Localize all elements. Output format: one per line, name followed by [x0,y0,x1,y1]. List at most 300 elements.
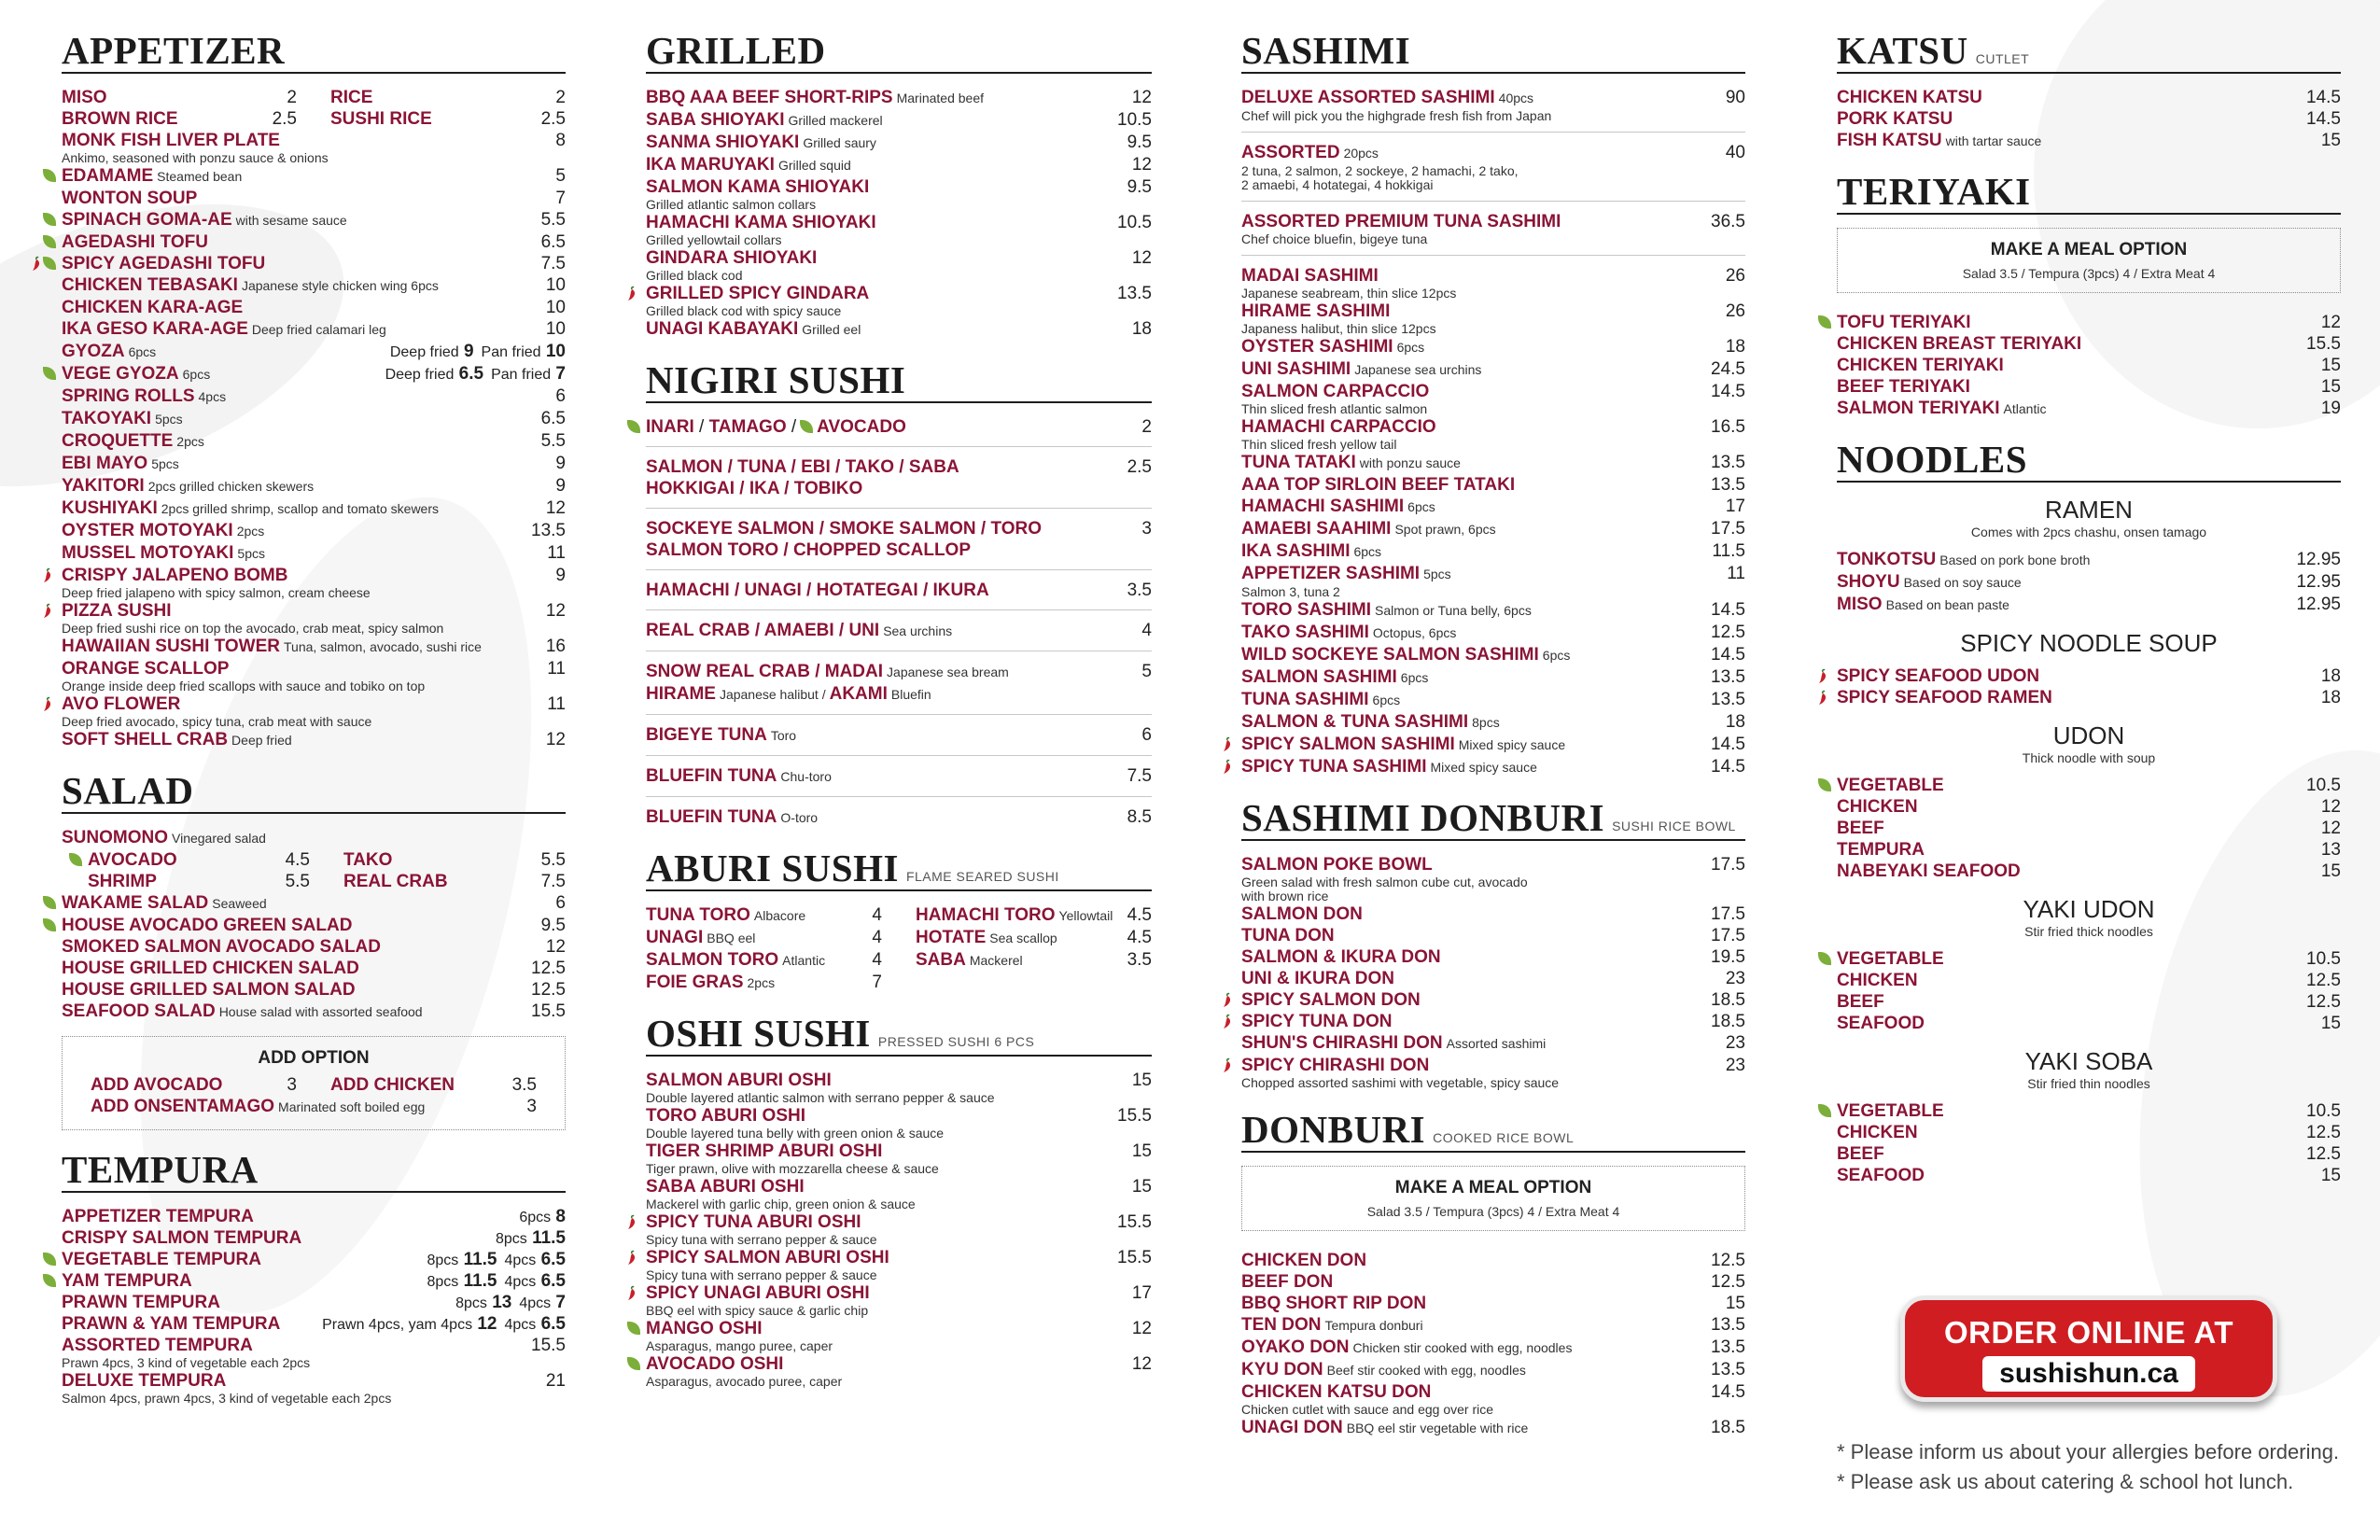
menu-item[interactable] [646,1247,1152,1282]
item-price: 12.5 [2306,1144,2341,1164]
item-price: 19 [2320,399,2341,418]
menu-item[interactable] [62,318,566,341]
item-sub: Deep fried sushi rice on top the avocado, crab meat, spicy salmon [62,621,444,636]
item-name: TIGER SHRIMP ABURI OSHI [646,1141,883,1161]
menu-item[interactable] [62,130,566,165]
menu-item[interactable] [62,408,566,430]
menu-item[interactable]: AVOCADO 4.5 [88,849,310,871]
item-desc: with sesame sauce [235,213,347,228]
sashimi-section [1241,30,1745,778]
menu-item[interactable] [62,892,566,915]
vegetarian-leaf-icon [1818,952,1831,965]
item-name: SPICY AGEDASHI TOFU [62,254,266,273]
menu-item-vege-gyoza[interactable]: VEGE GYOZA 6pcs Deep fried 6.5 Pan fried 7 [62,363,566,385]
spicy-pepper-icon [625,1250,638,1266]
menu-item[interactable] [1241,1055,1745,1090]
item-name: BBQ AAA BEEF SHORT-RIPS [646,88,893,107]
menu-item[interactable] [1837,970,2341,991]
menu-item[interactable] [916,949,1152,972]
menu-item[interactable]: INARI / TAMAGO / AVOCADO 2 [646,416,1152,438]
menu-item[interactable] [62,253,566,274]
menu-item[interactable] [62,297,566,318]
menu-item[interactable] [646,1070,1152,1105]
menu-item[interactable] [916,904,1152,927]
section-title: ABURI SUSHI [646,847,899,889]
menu-item[interactable]: BLUEFIN TUNA O-toro 8.5 [646,807,1152,827]
menu-item[interactable] [1837,861,2341,882]
item-price: 12 [2320,797,2341,817]
menu-item[interactable] [646,904,882,927]
item-name: HOUSE GRILLED CHICKEN SALAD [62,959,359,978]
section-title: OSHI SUSHI [646,1012,871,1055]
menu-item[interactable] [1837,312,2341,333]
menu-item[interactable] [1837,1100,2341,1122]
item-price: 7.5 [540,254,566,273]
spicy-pepper-icon [41,567,54,583]
item-price: 4 [872,950,882,970]
item-desc: 2pcs [747,975,776,990]
menu-item[interactable] [646,949,882,972]
menu-item[interactable]: HAMACHI / UNAGI / HOTATEGAI / IKURA 3.5 [646,581,1152,600]
section-subtitle: COOKED RICE BOWL [1433,1130,1575,1145]
item-price: 15 [2320,131,2341,150]
item-list [1241,1250,1745,1439]
menu-item[interactable] [1241,1337,1745,1359]
item-name: SALMON CARPACCIO [1241,382,1430,401]
item-name: TEMPURA [1837,840,1925,860]
menu-item[interactable] [1241,301,1745,336]
item-sub: Asparagus, avocado puree, caper [646,1374,843,1389]
menu-item[interactable]: RICE 2 [330,88,566,107]
item-desc: Based on pork bone broth [1939,553,2091,567]
item-name: CHICKEN KATSU [1837,88,1982,107]
item-price: 11 [1727,564,1745,583]
item-price: 12.95 [2296,572,2341,592]
item-name: SALMON & TUNA SASHIMI [1241,712,1469,732]
menu-item[interactable]: CRISPY SALMON TEMPURA 8pcs 11.5 [62,1228,566,1248]
item-name: EDAMAME [62,166,154,186]
menu-item[interactable] [62,600,566,636]
menu-item[interactable] [646,247,1152,283]
spicy-pepper-icon [1221,1057,1234,1073]
menu-item[interactable] [1241,563,1745,599]
menu-item[interactable] [1837,108,2341,130]
menu-item[interactable] [62,520,566,542]
menu-item[interactable] [1241,946,1745,968]
section-header [646,30,1152,74]
item-list [62,892,566,1023]
item-sub: Japaness halibut, thin slice 12pcs [1241,321,1436,336]
item-list [1837,665,2341,708]
item-name: SPRING ROLLS [62,386,195,406]
menu-item[interactable] [1837,948,2341,970]
item-price: 4.5 [1127,905,1152,925]
item-price: 9 [555,476,566,496]
item-price: 15 [1725,1294,1745,1313]
menu-item[interactable] [1241,474,1745,496]
menu-item[interactable] [1837,1143,2341,1165]
menu-item[interactable]: SNOW REAL CRAB / MADAI Japanese sea bream 5 [646,662,1152,681]
item-desc: House salad with assorted seafood [218,1004,423,1019]
item-desc: Yellowtail [1058,908,1113,923]
spicy-pepper-icon [625,1214,638,1230]
order-online-url[interactable]: sushishun.ca [1982,1356,2195,1392]
menu-item[interactable]: PRAWN & YAM TEMPURA Prawn 4pcs, yam 4pcs 12 4pcs 6.5 [62,1314,566,1334]
item-price: 12 [545,498,566,518]
menu-item[interactable] [1837,130,2341,152]
item-desc: 4pcs [198,389,227,404]
menu-item[interactable] [1241,496,1745,518]
section-header [1241,797,1745,841]
item-name: SPICY TUNA ABURI OSHI [646,1212,861,1232]
menu-item[interactable] [62,385,566,408]
menu-item[interactable] [1837,665,2341,687]
menu-item[interactable] [62,958,566,979]
menu-item[interactable] [1837,571,2341,594]
menu-item[interactable] [62,209,566,231]
item-sub: BBQ eel with spicy sauce & garlic chip [646,1303,869,1318]
item-name: SABA ABURI OSHI [646,1177,805,1197]
menu-item[interactable]: DELUXE ASSORTED SASHIMI 40pcs 90 Chef will pick you the highgrade fresh fish from Japan [1241,88,1745,123]
item-desc: Grilled eel [802,322,861,337]
item-price: 19.5 [1711,947,1745,967]
menu-item[interactable] [1241,336,1745,358]
menu-item[interactable] [1241,989,1745,1011]
item-desc: Based on soy sauce [1903,575,2022,590]
menu-item[interactable] [646,1141,1152,1176]
menu-item[interactable] [1241,599,1745,622]
menu-item[interactable]: ADD ONSENTAMAGO Marinated soft boiled egg 3 [91,1097,537,1116]
menu-item[interactable]: MISO 2 [62,88,297,107]
item-price: 9 [555,454,566,473]
menu-item[interactable]: PRAWN TEMPURA 8pcs 13 4pcs 7 [62,1293,566,1312]
item-name: WAKAME SALAD [62,893,209,913]
menu-item[interactable]: BLUEFIN TUNA Chu-toro 7.5 [646,766,1152,786]
menu-item[interactable] [1241,1314,1745,1337]
item-price: 12.5 [2306,992,2341,1012]
menu-item[interactable] [62,497,566,520]
item-desc: Salmon or Tuna belly, 6pcs [1375,603,1532,618]
item-name: SEAFOOD [1837,1014,1925,1033]
item-price: 13 [2320,840,2341,860]
menu-item[interactable] [646,176,1152,212]
menu-item[interactable] [1837,398,2341,420]
spicy-pepper-icon [41,603,54,619]
item-sub: Spicy tuna with serrano pepper & sauce [646,1232,877,1247]
item-desc: Sea scallop [989,931,1057,945]
item-price: 10 [545,319,566,339]
menu-item[interactable] [1837,991,2341,1013]
item-name: CRISPY JALAPENO BOMB [62,566,288,585]
menu-item[interactable] [1241,1011,1745,1032]
menu-item[interactable] [1241,1359,1745,1381]
menu-item[interactable] [646,132,1152,154]
column-3 [1241,30,1745,1439]
menu-item[interactable] [1241,452,1745,474]
menu-item[interactable]: VEGETABLE TEMPURA 8pcs 11.5 4pcs 6.5 [62,1249,566,1270]
menu-item[interactable] [1837,333,2341,355]
vegetarian-leaf-icon [43,918,56,931]
menu-item[interactable] [1837,594,2341,616]
item-price: 15.5 [1117,1212,1152,1232]
item-desc: Beef stir cooked with egg, noodles [1326,1363,1526,1378]
menu-item[interactable] [62,453,566,475]
section-title: NIGIRI SUSHI [646,358,906,401]
item-name: AVOCADO OSHI [646,1354,784,1374]
item-price: 12 [2320,313,2341,332]
menu-item[interactable] [1241,265,1745,301]
item-price: 12 [1131,1319,1152,1338]
add-option-title: ADD OPTION [258,1048,370,1068]
menu-item[interactable] [62,729,566,751]
menu-item[interactable] [1837,1122,2341,1143]
menu-item[interactable] [1837,87,2341,108]
menu-item-sunomono[interactable]: SUNOMONO Vinegared salad [62,828,266,847]
item-sub: Deep fried avocado, spicy tuna, crab meat with sauce [62,714,372,729]
section-title: APPETIZER [62,29,286,72]
item-name: NABEYAKI SEAFOOD [1837,861,2021,881]
vegetarian-leaf-icon [1818,315,1831,329]
menu-item[interactable]: TAKO 5.5 [343,850,566,870]
section-title: GRILLED [646,29,826,72]
item-name: BBQ SHORT RIP DON [1241,1294,1427,1313]
item-price: 15.5 [531,1001,566,1021]
menu-item[interactable] [646,1105,1152,1141]
menu-item[interactable] [646,212,1152,247]
item-name: MANGO OSHI [646,1319,763,1338]
item-price: 12.5 [531,959,566,978]
menu-item[interactable]: SUSHI RICE 2.5 [330,109,566,129]
item-name: APPETIZER SASHIMI [1241,564,1421,583]
item-name: CHICKEN TERIYAKI [1837,356,2004,375]
menu-item[interactable] [62,542,566,565]
vegetarian-leaf-icon [43,169,56,182]
menu-item[interactable] [646,1176,1152,1211]
menu-item[interactable]: HOKKIGAI / IKA / TOBIKO [646,479,863,498]
item-desc: Japanese style chicken wing 6pcs [241,278,439,293]
menu-item[interactable] [646,283,1152,318]
item-name: YAKITORI [62,476,145,496]
menu-item[interactable] [1241,540,1745,563]
menu-item[interactable] [646,109,1152,132]
menu-item[interactable] [1241,734,1745,756]
item-list [1837,1100,2341,1186]
menu-item[interactable] [1241,666,1745,689]
item-name: CHICKEN [1837,971,1918,990]
vegetarian-leaf-icon [800,420,813,433]
item-name: AGEDASHI TOFU [62,232,208,252]
menu-item[interactable] [62,565,566,600]
menu-item[interactable] [62,636,566,658]
menu-item[interactable]: REAL CRAB 7.5 [343,872,566,891]
item-price: 4.5 [1127,928,1152,947]
menu-item[interactable]: SOCKEYE SALMON / SMOKE SALMON / TORO 3 [646,519,1152,539]
menu-item[interactable] [1241,1293,1745,1314]
menu-item[interactable] [646,318,1152,341]
menu-item[interactable] [1241,358,1745,381]
item-desc: Grilled saury [803,135,876,150]
menu-item[interactable]: ASSORTED TEMPURA 15.5 Prawn 4pcs, 3 kind of vegetable each 2pcs [62,1336,566,1370]
item-price: 12.95 [2296,550,2341,569]
item-desc: 2pcs [236,524,265,539]
item-sub: Grilled black cod with spicy sauce [646,303,842,318]
item-name: ORANGE SCALLOP [62,659,230,679]
menu-item[interactable] [62,188,566,209]
menu-item[interactable] [1241,756,1745,778]
item-name: TUNA DON [1241,926,1335,945]
item-desc: 5pcs [151,456,179,471]
item-desc: Grilled squid [777,158,851,173]
item-sub: Grilled black cod [646,268,743,283]
menu-item[interactable]: HIRAME Japanese halibut / AKAMI Bluefin [646,684,931,704]
item-list [1241,265,1745,778]
menu-item[interactable] [62,274,566,297]
menu-item[interactable] [646,1318,1152,1353]
menu-item[interactable] [1241,903,1745,925]
menu-item[interactable]: BROWN RICE 2.5 [62,109,297,129]
menu-item[interactable] [62,979,566,1001]
menu-item[interactable] [62,430,566,453]
menu-item[interactable] [62,693,566,729]
menu-item[interactable] [646,154,1152,176]
menu-item[interactable] [62,1001,566,1023]
vegetarian-leaf-icon [43,1274,56,1287]
menu-item[interactable]: SALMON POKE BOWL 17.5 Green salad with fresh salmon cube cut, avocado with brown rice [1241,855,1745,903]
item-name: AVO FLOWER [62,694,181,714]
item-name: TORO ABURI OSHI [646,1106,806,1126]
menu-item[interactable] [62,165,566,188]
menu-item[interactable]: SALMON TORO / CHOPPED SCALLOP [646,540,972,560]
item-desc: BBQ eel stir vegetable with rice [1346,1421,1529,1435]
section-header [646,359,1152,403]
item-name: SPICY TUNA DON [1241,1012,1393,1031]
order-online-button[interactable] [1900,1295,2277,1402]
vegetarian-leaf-icon [69,853,82,866]
spicy-pepper-icon [1816,668,1829,684]
menu-item[interactable]: REAL CRAB / AMAEBI / UNI Sea urchins 4 [646,621,1152,640]
menu-item[interactable]: SHRIMP 5.5 [88,872,310,891]
menu-item[interactable] [1241,381,1745,416]
menu-item[interactable] [1241,1032,1745,1055]
menu-item[interactable] [1241,968,1745,989]
menu-item[interactable] [1241,1250,1745,1271]
section-title: KATSU [1837,29,1968,72]
item-list [1837,948,2341,1034]
menu-item[interactable] [62,915,566,936]
catering-note: * Please ask us about catering & school hot lunch. [1837,1470,2294,1493]
menu-item[interactable] [1241,1381,1745,1417]
item-desc: Grilled mackerel [788,113,883,128]
item-price: 18 [1725,712,1745,732]
menu-item[interactable] [1837,376,2341,398]
item-price: 26 [1725,301,1745,321]
menu-item[interactable] [646,87,1152,109]
menu-item[interactable] [1837,549,2341,571]
item-price: 12 [545,601,566,621]
item-price: 15.5 [1117,1106,1152,1126]
menu-item[interactable] [1241,1417,1745,1439]
item-price: 6 [555,386,566,406]
menu-item[interactable]: YAM TEMPURA 8pcs 11.5 4pcs 6.5 [62,1270,566,1292]
menu-item[interactable]: DELUXE TEMPURA 21 Salmon 4pcs, prawn 4pcs, 3 kind of vegetable each 2pcs [62,1371,566,1406]
menu-item[interactable] [62,658,566,693]
menu-item[interactable] [1241,1271,1745,1293]
menu-item[interactable] [62,475,566,497]
item-desc: Japanese sea urchins [1354,362,1482,377]
menu-item[interactable]: ASSORTED PREMIUM TUNA SASHIMI 36.5 Chef choice bluefin, bigeye tuna [1241,212,1745,246]
menu-item[interactable] [916,927,1152,949]
menu-item[interactable] [1241,416,1745,452]
menu-item[interactable] [1837,796,2341,818]
menu-item[interactable]: ASSORTED 20pcs 40 2 tuna, 2 salmon, 2 sockeye, 2 hamachi, 2 tako, 2 amaebi, 4 hotategai, 4 hokkigai [1241,143,1745,192]
menu-item[interactable] [1241,925,1745,946]
item-desc: 2pcs grilled chicken skewers [147,479,315,494]
menu-item[interactable]: SALMON / TUNA / EBI / TAKO / SABA 2.5 [646,457,1152,477]
item-desc: with tartar sauce [1945,133,2042,148]
menu-item[interactable] [1837,1165,2341,1186]
item-price: 4 [872,905,882,925]
section-title: TERIYAKI [1837,170,2031,213]
menu-item[interactable] [646,1353,1152,1389]
item-desc: BBQ eel [707,931,756,945]
menu-item[interactable] [62,936,566,958]
menu-item[interactable] [1241,689,1745,711]
item-price: 13.5 [1711,475,1745,495]
item-desc: Tuna, salmon, avocado, sushi rice [284,639,482,654]
item-name: SABA [916,950,966,970]
noodles-section: NOODLES RAMEN Comes with 2pcs chashu, onsen tamago TONKOTSU Based on pork bone broth 12.95 SHOYU Based on soy sauce 12.95 MISO Based on bean paste 12.95 SPICY NOODLE SOUP SPICY SEAFOOD UDON 18 SPICY SEAFOOD RAMEN 18 UDON Thick noodle with soup VEGETABLE 10.5 CHICKEN 12 BEEF 12 TEMPURA 13 NABEYAKI SEAFOOD 15 YAKI UDON Stir fried thick noodles VEGETABLE 10.5 CHICKEN 12.5 BEEF 12.5 SEAFOOD 15 YAKI SOBA Stir fried thin noodles VEGETABLE 10.5 CHICKEN 12.5 BEEF 12.5 SEAFOOD 15 [1837,439,2341,1186]
item-name: CROQUETTE [62,431,174,451]
menu-item[interactable]: BIGEYE TUNA Toro 6 [646,725,1152,745]
item-price: 16.5 [1711,417,1745,437]
menu-item[interactable] [1837,687,2341,708]
menu-item-gyoza[interactable]: GYOZA 6pcs Deep fried 9 Pan fried 10 [62,342,566,361]
section-title: SALAD [62,769,194,812]
section-header [1241,30,1745,74]
section-header [62,770,566,814]
menu-item[interactable] [1837,839,2341,861]
item-price: 10.5 [2306,1101,2341,1121]
menu-item[interactable] [1837,1013,2341,1034]
menu-item[interactable] [1241,711,1745,734]
item-list [62,385,566,751]
item-price: 12 [545,730,566,749]
menu-item[interactable] [646,1211,1152,1247]
menu-item[interactable] [646,927,882,949]
menu-item[interactable] [646,972,882,994]
menu-item[interactable]: APPETIZER TEMPURA 6pcs 8 [62,1207,566,1226]
menu-item[interactable] [62,231,566,253]
item-price: 10.5 [2306,776,2341,795]
menu-item[interactable]: ADD AVOCADO 3 [91,1075,297,1095]
menu-item[interactable] [1837,775,2341,796]
menu-item[interactable]: ADD CHICKEN 3.5 [330,1075,537,1095]
katsu-section [1837,30,2341,152]
item-price: 5.5 [540,210,566,230]
menu-item[interactable] [1241,622,1745,644]
menu-item[interactable] [1837,818,2341,839]
item-sub: Grilled yellowtail collars [646,232,782,247]
item-desc: Chicken stir cooked with egg, noodles [1352,1340,1573,1355]
menu-item[interactable] [1837,355,2341,376]
item-sub: Ankimo, seasoned with ponzu sauce & onions [62,150,329,165]
item-price: 12.95 [2296,595,2341,614]
section-header [62,1149,566,1193]
menu-item[interactable] [1241,644,1745,666]
menu-item[interactable] [646,1282,1152,1318]
item-name: SPICY UNAGI ABURI OSHI [646,1283,870,1303]
menu-item[interactable] [1241,518,1745,540]
